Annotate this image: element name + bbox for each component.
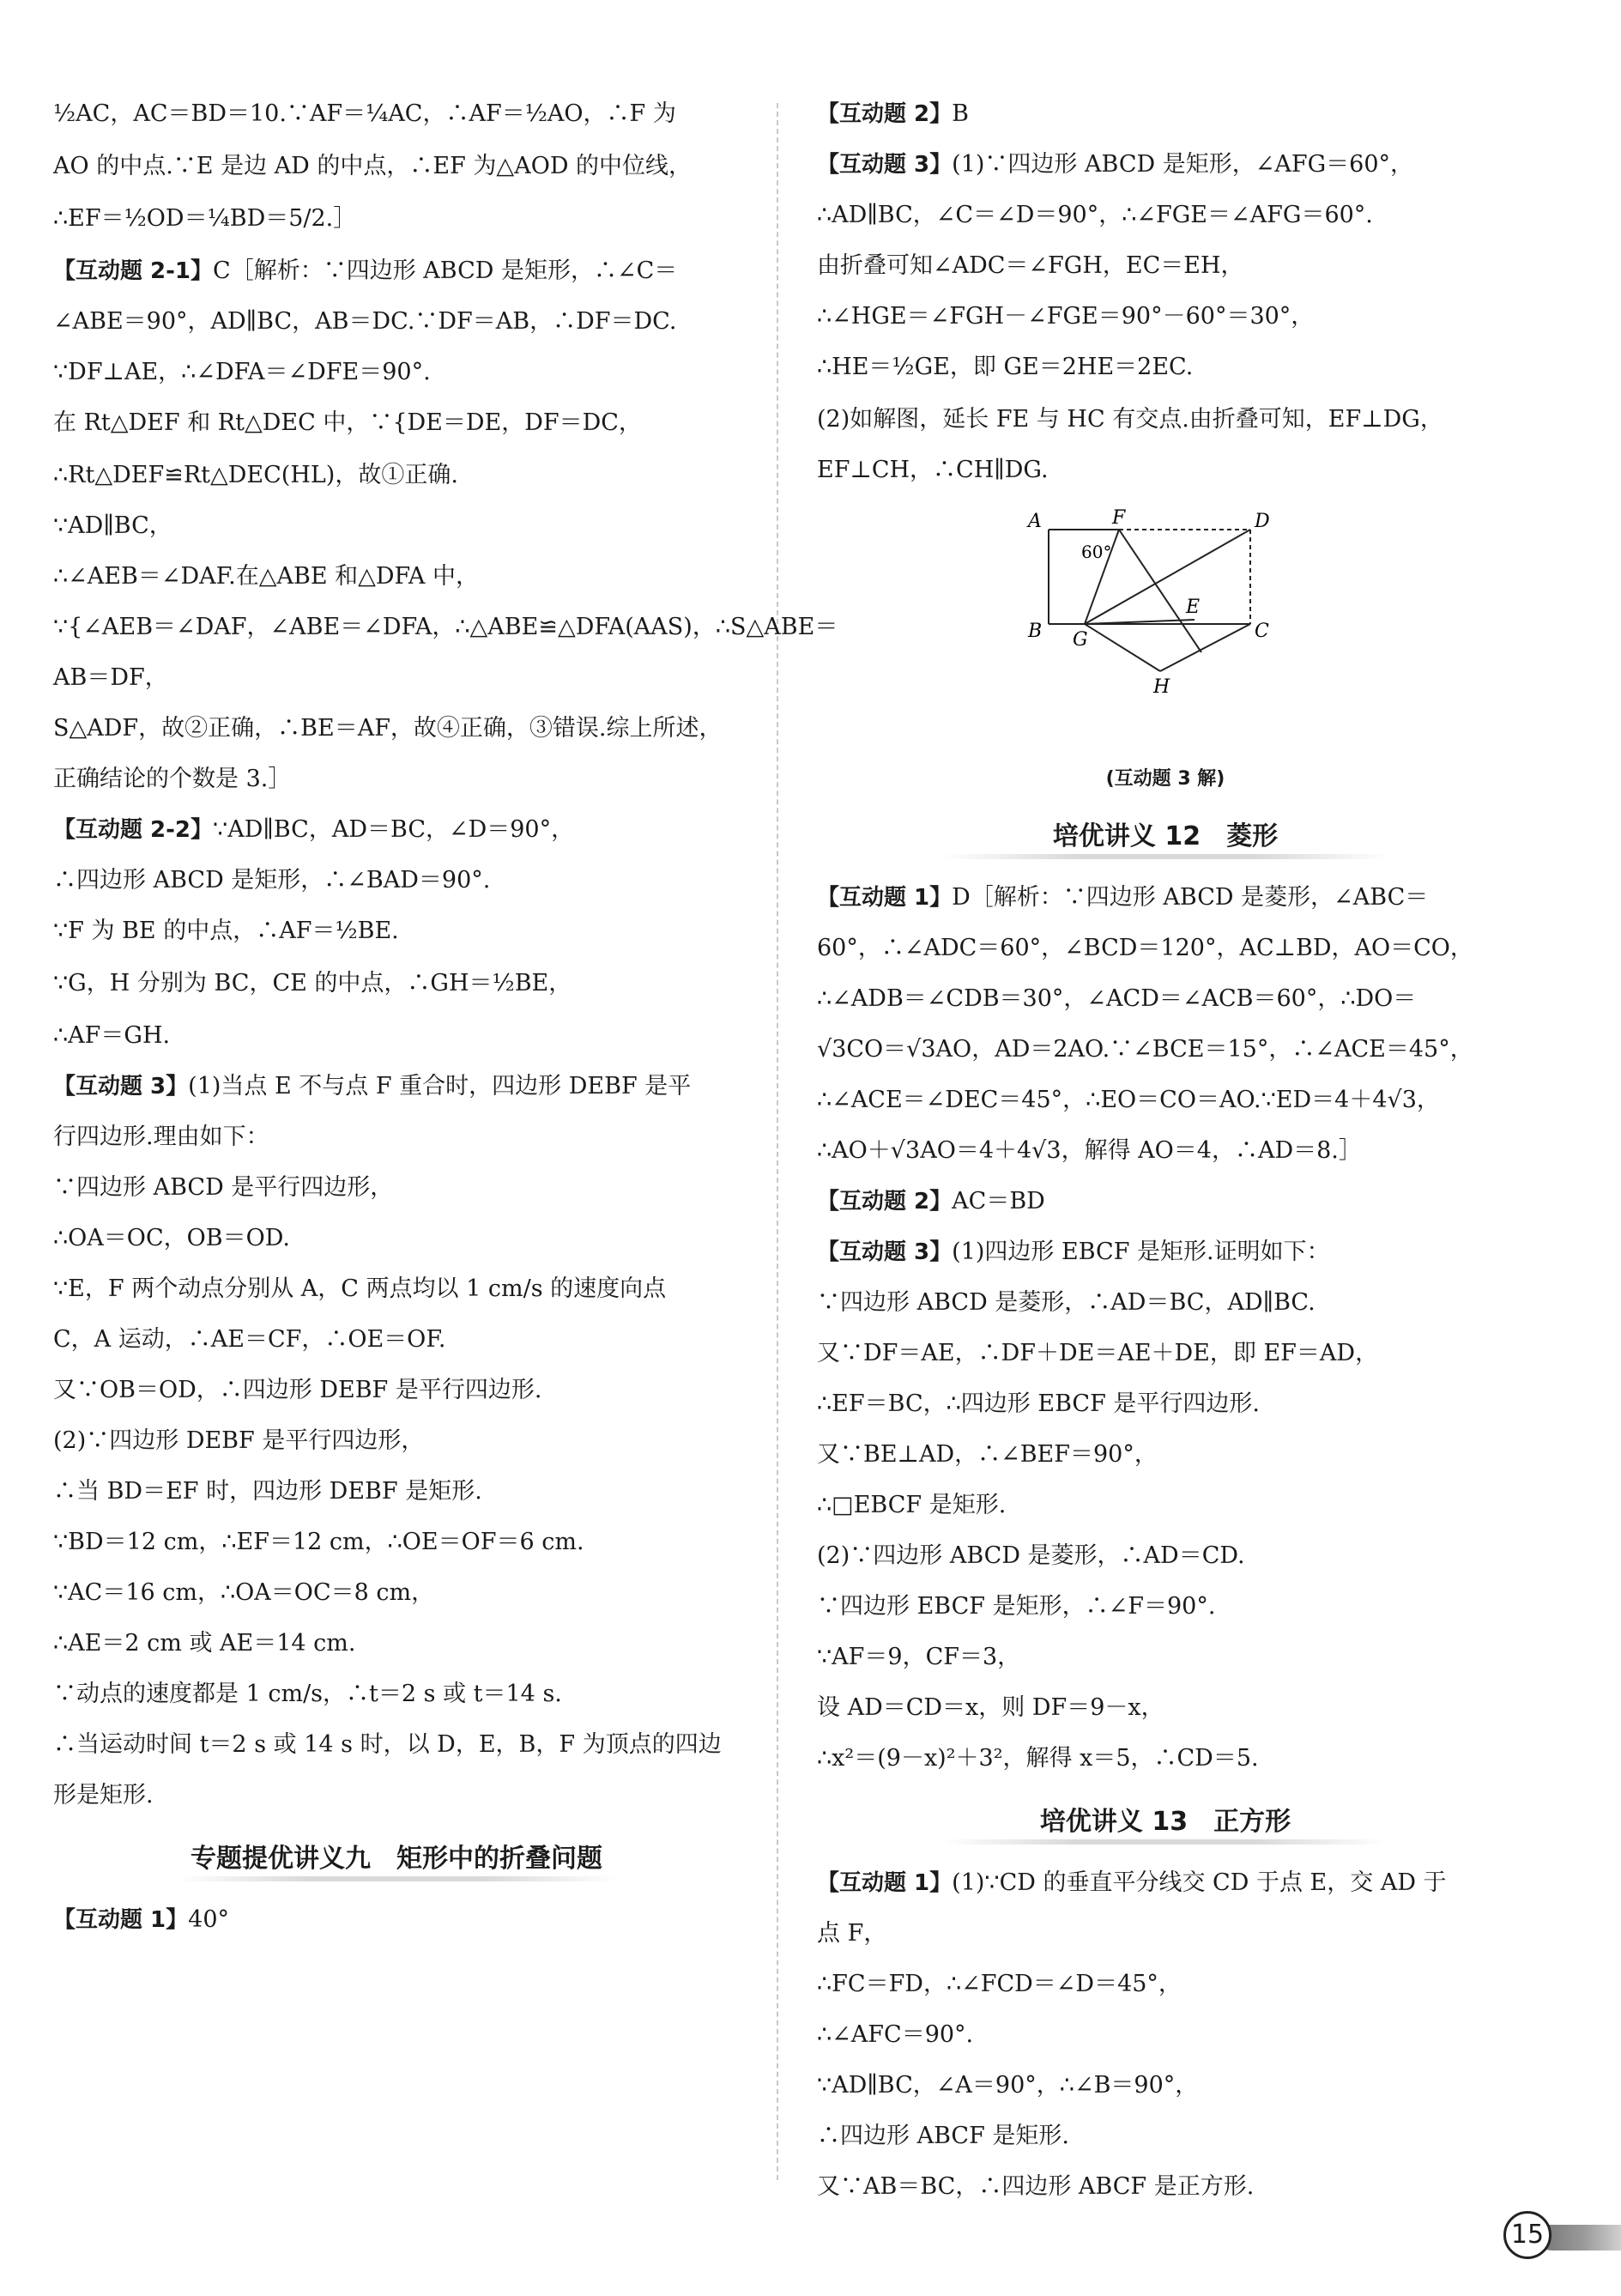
text-line: ∴四边形 ABCD 是矩形，∴∠BAD＝90°. [53, 867, 491, 894]
text-line: ∴EF＝BC，∴四边形 EBCF 是平行四边形. [817, 1390, 1260, 1417]
label-angle-60: 60° [1081, 542, 1112, 562]
text-line: ∴OA＝OC，OB＝OD. [53, 1225, 290, 1251]
text-line: 在 Rt△DEF 和 Rt△DEC 中，∵{DE＝DE，DF＝DC， [53, 409, 642, 436]
question-tag: 【互动题 2-1】 [53, 258, 214, 284]
text-line: √3CO＝√3AO，AD＝2AO.∵∠BCE＝15°，∴∠ACE＝45°， [817, 1036, 1473, 1063]
text-line: (2)如解图，延长 FE 与 HC 有交点.由折叠可知，EF⊥DG， [817, 406, 1443, 433]
text-line: ∵四边形 EBCF 是矩形，∴∠F＝90°. [817, 1593, 1216, 1620]
question-tag: 【互动题 1】 [53, 1907, 189, 1933]
text-line: ∵动点的速度都是 1 cm/s，∴t＝2 s 或 t＝14 s. [53, 1681, 562, 1707]
text-line: ∵AD∥BC， [53, 512, 172, 539]
text-line: 60°，∴∠ADC＝60°，∠BCD＝120°，AC⊥BD，AO＝CO， [817, 935, 1473, 961]
left-column [53, 100, 838, 1958]
line-text: 40° [188, 1906, 230, 1933]
label-E: E [1186, 597, 1201, 618]
text-line: 形是矩形. [53, 1782, 154, 1808]
text-line: ∵四边形 ABCD 是平行四边形， [53, 1174, 394, 1201]
text-line: 又∵DF＝AE，∴DF＋DE＝AE＋DE，即 EF＝AD， [817, 1340, 1379, 1366]
text-line [817, 1870, 1514, 1896]
text-line: ∴当 BD＝EF 时，四边形 DEBF 是矩形. [53, 1478, 482, 1505]
text-line [817, 152, 1514, 178]
segment-FE [1119, 530, 1201, 652]
question-tag: 【互动题 2】 [817, 1189, 953, 1215]
column-divider [777, 103, 778, 2180]
text-line: ∵E，F 两个动点分别从 A，C 两点均以 1 cm/s 的速度向点 [53, 1275, 667, 1302]
text-line: ∠ABE＝90°，AD∥BC，AB＝DC.∵DF＝AB，∴DF＝DC. [53, 308, 677, 335]
question-tag: 【互动题 3】 [817, 1239, 953, 1265]
text-line: ∴∠HGE＝∠FGH－∠FGE＝90°－60°＝30°， [817, 303, 1315, 330]
label-D: D [1255, 511, 1270, 532]
line-text: C［解析：∵四边形 ABCD 是矩形，∴∠C＝ [213, 257, 678, 284]
text-line: 设 AD＝CD＝x，则 DF＝9－x， [817, 1694, 1164, 1721]
text-line [53, 1074, 740, 1100]
text-line: (2)∵四边形 ABCD 是菱形，∴AD＝CD. [817, 1542, 1245, 1569]
section-title: 专题提优讲义九 矩形中的折叠问题 [53, 1833, 740, 1878]
text-line: 又∵BE⊥AD，∴∠BEF＝90°， [817, 1441, 1158, 1468]
figure-caption: (互动题 3 解) [1105, 768, 1225, 790]
text-line: ∵AD∥BC，∠A＝90°，∴∠B＝90°， [817, 2072, 1199, 2099]
text-line [53, 1907, 740, 1933]
text-line: ∴∠ACE＝∠DEC＝45°，∴EO＝CO＝AO.∵ED＝4＋4√3， [817, 1087, 1440, 1113]
text-line: 行四边形.理由如下： [53, 1124, 269, 1150]
geometry-figure [817, 508, 1514, 757]
label-G: G [1073, 629, 1088, 651]
text-line: (2)∵四边形 DEBF 是平行四边形， [53, 1427, 425, 1454]
page-number: 15 [1503, 2211, 1551, 2259]
text-line [817, 885, 1514, 911]
text-line: AO 的中点.∵E 是边 AD 的中点，∴EF 为△AOD 的中位线， [53, 153, 693, 179]
text-line: ∴AD∥BC，∠C＝∠D＝90°，∴∠FGE＝∠AFG＝60°. [817, 202, 1373, 228]
text-line: ∴FC＝FD，∴∠FCD＝∠D＝45°， [817, 1971, 1182, 1997]
section-title: 培优讲义 12 菱形 [817, 811, 1514, 856]
text-line: AB＝DF， [53, 664, 168, 691]
text-line: 又∵OB＝OD，∴四边形 DEBF 是平行四边形. [53, 1377, 542, 1403]
question-tag: 【互动题 1】 [817, 885, 953, 911]
text-line: S△ADF，故②正确，∴BE＝AF，故④正确，③错误.综上所述， [53, 715, 723, 742]
text-line: ∵AC＝16 cm，∴OA＝OC＝8 cm， [53, 1579, 435, 1606]
text-line: ∴∠AEB＝∠DAF.在△ABE 和△DFA 中， [53, 563, 480, 590]
text-line: ∴□EBCF 是矩形. [817, 1492, 1007, 1518]
text-line: ∴HE＝½GE，即 GE＝2HE＝2EC. [817, 354, 1194, 380]
text-line: ∴当运动时间 t＝2 s 或 14 s 时，以 D，E，B，F 为顶点的四边 [53, 1731, 722, 1758]
label-F: F [1112, 508, 1126, 529]
text-line: ∴AE＝2 cm 或 AE＝14 cm. [53, 1630, 356, 1657]
line-text: (1)∵CD 的垂直平分线交 CD 于点 E，交 AD 于 [952, 1869, 1447, 1896]
text-line [817, 1239, 1514, 1265]
text-line: ½AC，AC＝BD＝10.∵AF＝¼AC，∴AF＝½AO，∴F 为 [53, 100, 676, 127]
question-tag: 【互动题 1】 [817, 1870, 953, 1896]
label-C: C [1255, 621, 1269, 642]
text-line [53, 258, 740, 284]
text-line: 又∵AB＝BC，∴四边形 ABCF 是正方形. [817, 2173, 1255, 2200]
segment-GH [1085, 624, 1160, 671]
line-text: AC＝BD [952, 1188, 1045, 1215]
line-text: (1)四边形 EBCF 是矩形.证明如下： [952, 1239, 1330, 1265]
text-line: 正确结论的个数是 3.］ [53, 766, 292, 792]
text-line: C，A 运动，∴AE＝CF，∴OE＝OF. [53, 1326, 446, 1353]
right-column [817, 101, 1514, 2225]
text-line: ∵AF＝9，CF＝3， [817, 1644, 1021, 1670]
text-line: ∵G，H 分别为 BC，CE 的中点，∴GH＝½BE， [53, 970, 572, 997]
text-line: ∴四边形 ABCF 是矩形. [817, 2123, 1069, 2149]
text-line: ∴AO＋√3AO＝4＋4√3，解得 AO＝4，∴AD＝8.］ [817, 1137, 1362, 1164]
text-line [53, 817, 740, 843]
text-line: 由折叠可知∠ADC＝∠FGH，EC＝EH， [817, 252, 1244, 279]
question-tag: 【互动题 3】 [817, 152, 953, 178]
text-line [817, 1189, 1514, 1215]
text-line: EF⊥CH，∴CH∥DG. [817, 457, 1049, 483]
text-line: 点 F， [817, 1920, 887, 1947]
question-tag: 【互动题 3】 [53, 1074, 189, 1100]
text-line: ∵DF⊥AE，∴∠DFA＝∠DFE＝90°. [53, 359, 431, 385]
text-line: ∵F 为 BE 的中点，∴AF＝½BE. [53, 918, 399, 944]
text-line: ∵四边形 ABCD 是菱形，∴AD＝BC，AD∥BC. [817, 1289, 1316, 1316]
fold-diagram [1023, 508, 1280, 706]
line-text: D［解析：∵四边形 ABCD 是菱形，∠ABC＝ [952, 884, 1429, 911]
text-line [817, 101, 1514, 127]
text-line: ∴∠AFC＝90°. [817, 2021, 974, 2048]
text-line: ∴∠ADB＝∠CDB＝30°，∠ACD＝∠ACB＝60°，∴DO＝ [817, 985, 1417, 1012]
text-line: ∵{∠AEB＝∠DAF，∠ABE＝∠DFA，∴△ABE≌△DFA(AAS)，∴S△ABE＝ [53, 614, 838, 640]
section-title: 培优讲义 13 正方形 [817, 1796, 1514, 1841]
question-tag: 【互动题 2-2】 [53, 817, 214, 843]
line-text: ∵AD∥BC，AD＝BC，∠D＝90°， [213, 816, 575, 843]
label-B: B [1028, 621, 1043, 642]
label-H: H [1153, 676, 1170, 698]
text-line: ∴Rt△DEF≌Rt△DEC(HL)，故①正确. [53, 462, 458, 488]
text-line: ∴AF＝GH. [53, 1022, 171, 1049]
segment-HC [1160, 624, 1250, 671]
question-tag: 【互动题 2】 [817, 101, 953, 127]
line-text: (1)当点 E 不与点 F 重合时，四边形 DEBF 是平 [188, 1073, 692, 1100]
text-line: ∴x²＝(9－x)²＋3²，解得 x＝5，∴CD＝5. [817, 1745, 1259, 1772]
line-text: B [952, 100, 969, 127]
label-A: A [1028, 511, 1042, 532]
text-line: ∵BD＝12 cm，∴EF＝12 cm，∴OE＝OF＝6 cm. [53, 1529, 584, 1555]
line-text: (1)∵四边形 ABCD 是矩形，∠AFG＝60°， [952, 151, 1413, 178]
text-line: ∴EF＝½OD＝¼BD＝5/2.］ [53, 205, 357, 232]
